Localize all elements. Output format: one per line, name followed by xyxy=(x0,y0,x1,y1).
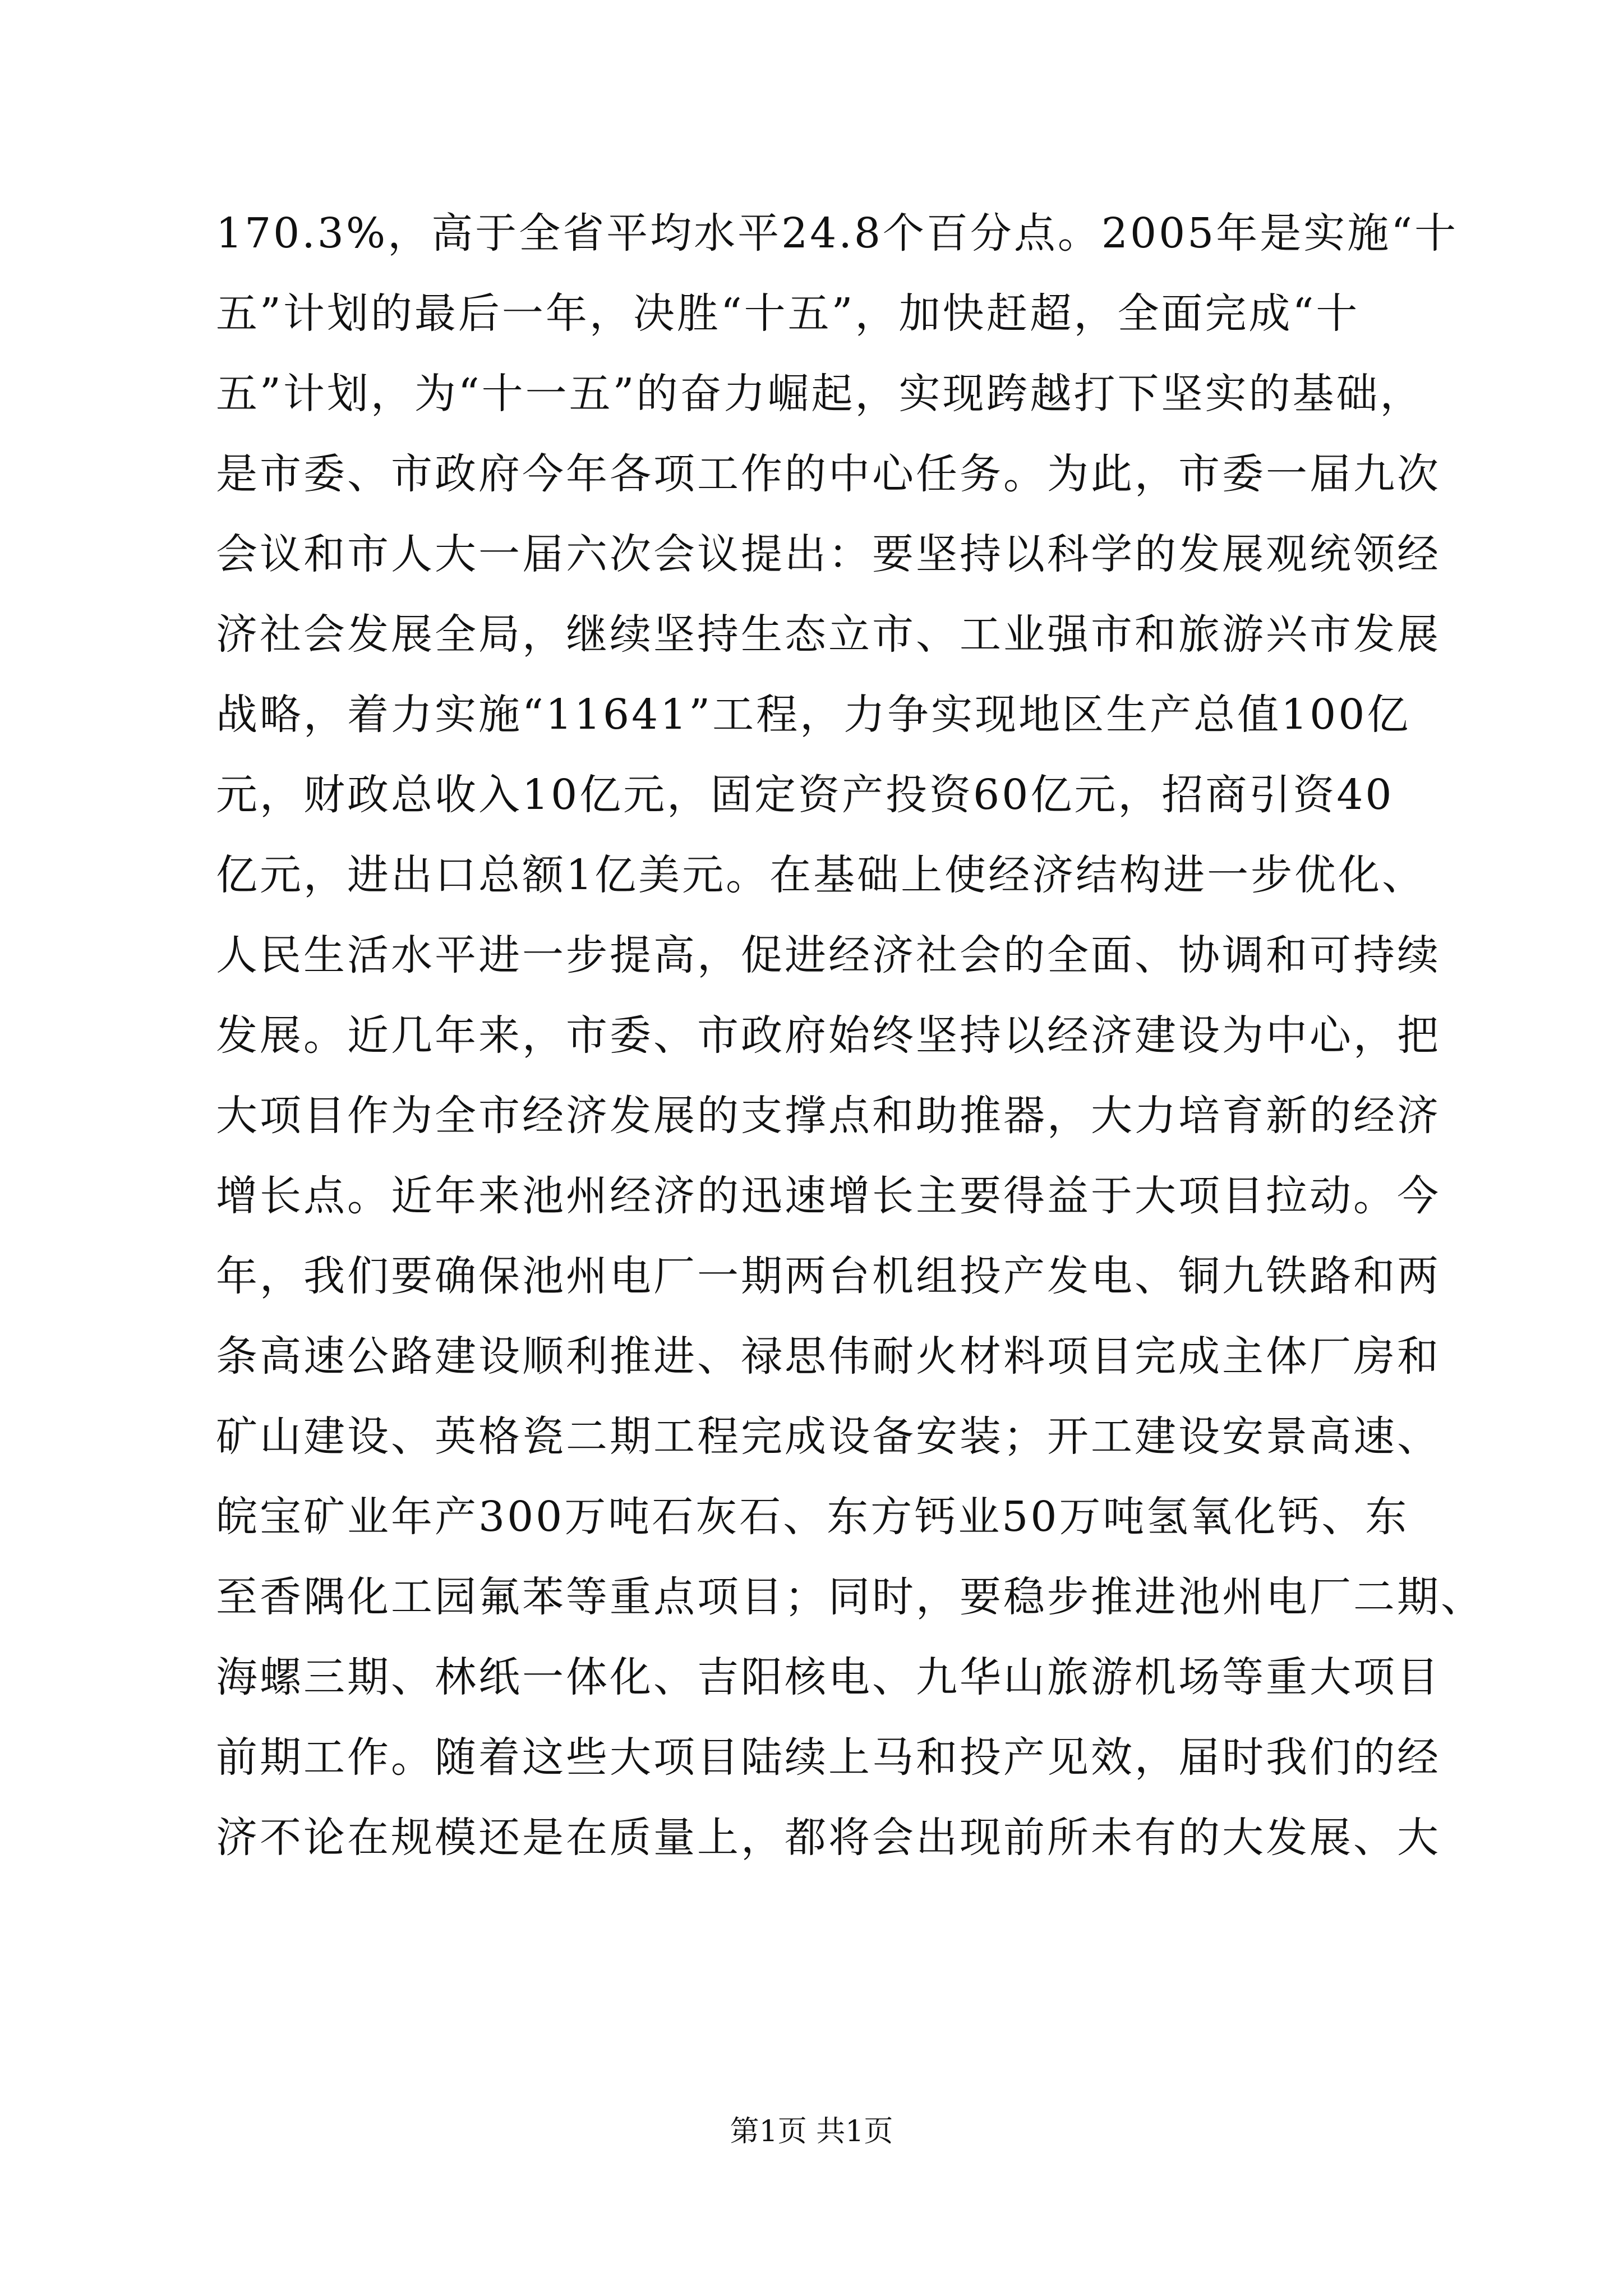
text-line: 发展。近几年来，市委、市政府始终坚持以经济建设为中心，把 xyxy=(216,1011,1441,1060)
text-line: 人民生活水平进一步提高，促进经济社会的全面、协调和可持续 xyxy=(216,931,1441,979)
text-line: 元，财政总收入10亿元，固定资产投资60亿元，招商引资40 xyxy=(216,771,1394,819)
text-line: 条高速公路建设顺利推进、禄思伟耐火材料项目完成主体厂房和 xyxy=(216,1332,1441,1381)
text-line: 亿元，进出口总额1亿美元。在基础上使经济结构进一步优化、 xyxy=(216,851,1426,899)
text-line: 五”计划，为“十一五”的奋力崛起，实现跨越打下坚实的基础， xyxy=(216,370,1424,418)
text-line: 会议和市人大一届六次会议提出：要坚持以科学的发展观统领经 xyxy=(216,530,1441,578)
page-footer: 第1页 共1页 xyxy=(730,2115,893,2148)
text-line: 济社会发展全局，继续坚持生态立市、工业强市和旅游兴市发展 xyxy=(216,610,1441,659)
text-line: 是市委、市政府今年各项工作的中心任务。为此，市委一届九次 xyxy=(216,450,1441,498)
text-line: 皖宝矿业年产300万吨石灰石、东方钙业50万吨氢氧化钙、东 xyxy=(216,1493,1409,1541)
text-line: 增长点。近年来池州经济的迅速增长主要得益于大项目拉动。今 xyxy=(216,1172,1441,1220)
text-line: 170.3%，高于全省平均水平24.8个百分点。2005年是实施“十 xyxy=(216,209,1459,257)
text-line: 战略，着力实施“11641”工程，力争实现地区生产总值100亿 xyxy=(216,691,1411,739)
text-line: 前期工作。随着这些大项目陆续上马和投产见效，届时我们的经 xyxy=(216,1733,1441,1782)
text-line: 至香隅化工园氟苯等重点项目；同时，要稳步推进池州电厂二期、 xyxy=(216,1573,1484,1621)
text-line: 五”计划的最后一年，决胜“十五”，加快赶超，全面完成“十 xyxy=(216,289,1360,338)
text-line: 海螺三期、林纸一体化、吉阳核电、九华山旅游机场等重大项目 xyxy=(216,1653,1441,1701)
text-line: 矿山建设、英格瓷二期工程完成设备安装；开工建设安景高速、 xyxy=(216,1412,1441,1461)
text-line: 大项目作为全市经济发展的支撑点和助推器，大力培育新的经济 xyxy=(216,1092,1441,1140)
text-line: 年，我们要确保池州电厂一期两台机组投产发电、铜九铁路和两 xyxy=(216,1252,1441,1300)
text-line: 济不论在规模还是在质量上，都将会出现前所未有的大发展、大 xyxy=(216,1814,1441,1862)
body-text xyxy=(216,194,1484,1878)
